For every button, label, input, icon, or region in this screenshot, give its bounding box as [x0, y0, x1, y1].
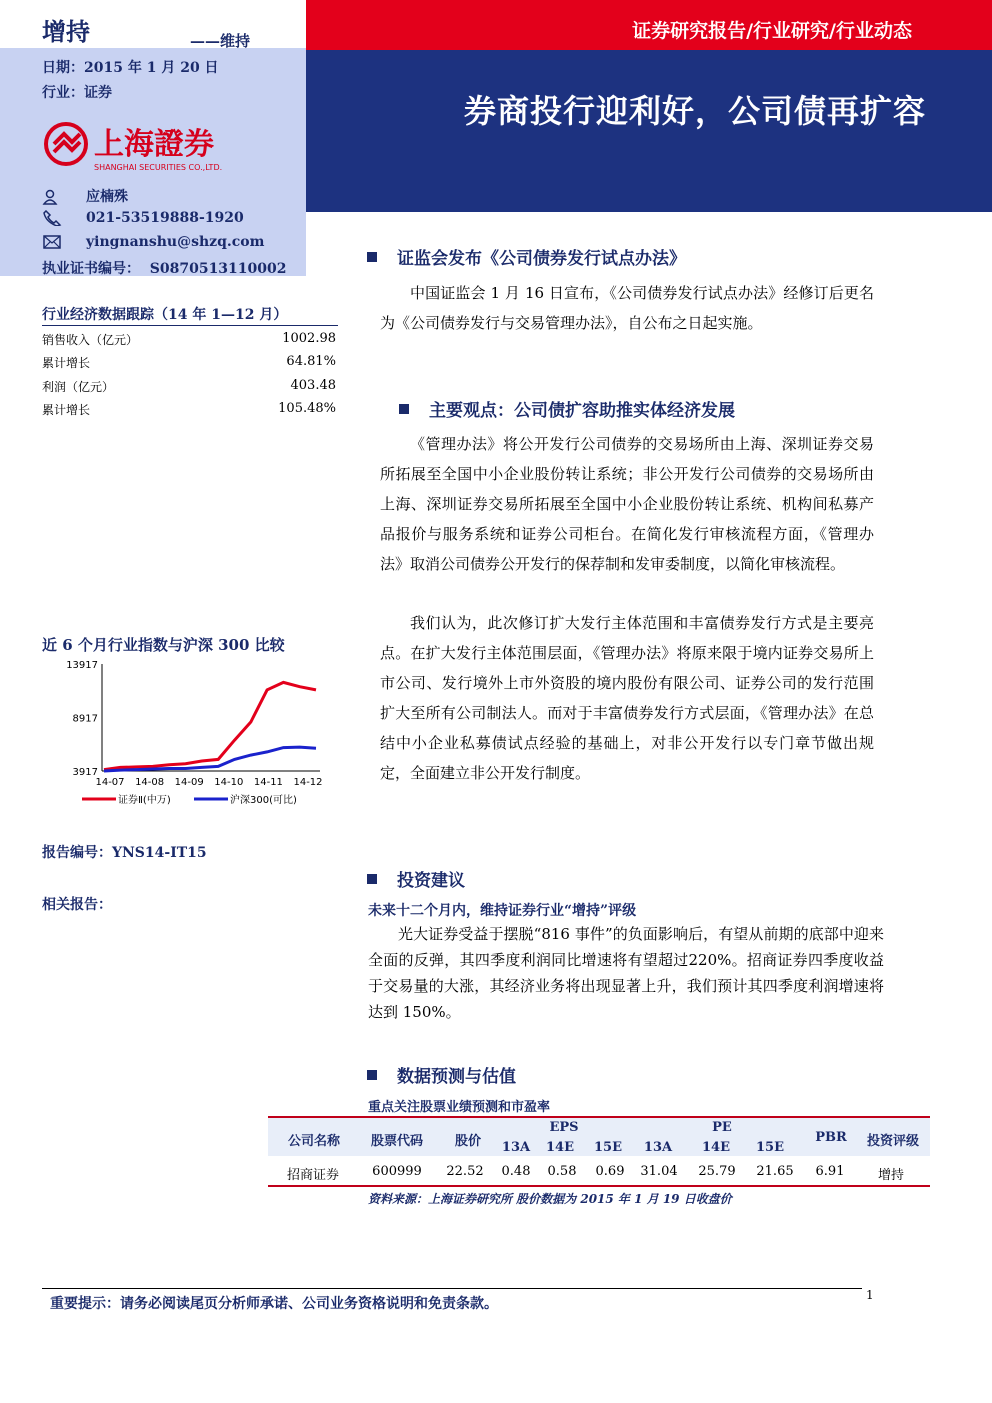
analyst-phone-row	[42, 210, 244, 226]
stats-title: 行业经济数据跟踪（14 年 1—12 月）	[42, 307, 288, 323]
y-tick-label: 3917	[72, 767, 98, 778]
bullet-square-icon	[399, 404, 409, 414]
stats-label: 累计增长	[42, 356, 91, 370]
report-date: 日期：2015 年 1 月 20 日	[42, 60, 219, 76]
paragraph-csrc: 中国证监会 1 月 16 日宣布，《公司债券发行试点办法》经修订后更名为《公司债券发行与交易管理办法》，自公布之日起实施。	[380, 284, 874, 332]
analyst-email-row	[42, 234, 264, 250]
x-tick-label: 14-12	[293, 777, 323, 788]
bullet-square-icon	[367, 1070, 377, 1080]
envelope-icon	[42, 234, 64, 250]
report-headline: 券商投行迎利好，公司债再扩容	[463, 92, 926, 130]
stats-value: 64.81%	[286, 354, 336, 369]
td-price: 22.52	[446, 1164, 484, 1179]
table-source: 资料来源：上海证券研究所 股价数据为 2015 年 1 月 19 日收盘价	[368, 1192, 732, 1206]
certificate-row	[42, 258, 287, 278]
stats-row	[42, 375, 338, 397]
series-line-0	[104, 682, 316, 769]
th-year: 13A	[501, 1140, 531, 1155]
th-rating: 投资评级	[866, 1134, 919, 1149]
th-eps: EPS	[549, 1120, 579, 1135]
shanghai-securities-logo	[42, 118, 282, 174]
th-pe: PE	[712, 1120, 732, 1135]
stats-divider	[42, 325, 338, 326]
stats-row	[42, 351, 338, 373]
certificate-number: S0870513110002	[149, 261, 287, 277]
th-pbr: PBR	[815, 1130, 847, 1145]
analyst-email[interactable]: yingnanshu@shzq.com	[86, 234, 265, 250]
table-title: 重点关注股票业绩预测和市盈率	[368, 1100, 551, 1115]
certificate-label: 执业证书编号：	[42, 261, 140, 277]
report-category: 证券研究报告/行业研究/行业动态	[632, 20, 912, 42]
td-company: 招商证券	[286, 1168, 339, 1183]
analyst-phone: 021-53519888-1920	[86, 210, 244, 226]
stats-value: 403.48	[290, 378, 336, 393]
stats-value: 1002.98	[282, 331, 336, 346]
paragraph-main-view-1: 《管理办法》将公开发行公司债券的交易场所由上海、深圳证券交易所拓展至全国中小企业股份转让系统；非公开发行公司债券的交易场所由上海、深圳证券交易所拓展至全国中小企业股份转让系统、机构间私募产品报价与服务系统和证券公司柜台。在简化发行审核流程方面，《管理办法》取消公司债券公开发行的保荐制和发审委制度，以简化审核流程。	[380, 435, 874, 573]
analyst-name-row	[42, 186, 128, 206]
x-tick-label: 14-10	[214, 777, 244, 788]
td-eps-13a: 0.48	[501, 1164, 531, 1179]
y-tick-label: 8917	[72, 713, 98, 725]
th-year: 14E	[546, 1140, 574, 1155]
th-year: 15E	[594, 1140, 622, 1155]
y-tick-label: 13917	[66, 660, 98, 671]
td-pe-14e: 25.79	[698, 1164, 736, 1179]
x-tick-label: 14-09	[174, 777, 204, 788]
stats-row	[42, 328, 338, 350]
th-year: 14E	[702, 1140, 730, 1155]
section-title-main-view: 主要观点：公司债扩容助推实体经济发展	[399, 396, 735, 421]
investment-subtitle: 未来十二个月内，维持证券行业“增持”评级	[368, 903, 637, 919]
person-icon	[42, 189, 64, 205]
logo-text-cn: 上海證券	[94, 127, 214, 162]
paragraph-investment: 光大证券受益于摆脱“816 事件”的负面影响后，有望从前期的底部中迎来全面的反弹，其四季度利润同比增速将有望超过220%。招商证券四季度收益于交易量的大涨，其经济业务将出现显著上升，我们预计其四季度利润增速将达到 150%。	[368, 925, 884, 1021]
x-tick-label: 14-11	[253, 777, 283, 788]
th-company: 公司名称	[287, 1134, 340, 1149]
page-number: 1	[866, 1288, 874, 1302]
stats-value: 105.48%	[278, 401, 336, 416]
th-year: 15E	[756, 1140, 784, 1155]
td-eps-15e: 0.69	[595, 1164, 625, 1179]
td-pe-15e: 21.65	[756, 1164, 794, 1179]
phone-icon	[42, 210, 64, 226]
legend-label: 沪深300(可比)	[230, 795, 297, 806]
section-title-forecast: 数据预测与估值	[367, 1062, 516, 1087]
bullet-square-icon	[367, 874, 377, 884]
x-tick-label: 14-08	[135, 777, 165, 788]
table-bottom-rule	[268, 1185, 930, 1187]
th-code: 股票代码	[370, 1134, 423, 1149]
td-pbr: 6.91	[815, 1164, 845, 1179]
related-reports: 相关报告：	[42, 897, 112, 913]
stats-label: 利润（亿元）	[42, 380, 115, 394]
td-code: 600999	[372, 1164, 422, 1179]
td-rating: 增持	[877, 1168, 904, 1183]
report-number: 报告编号：YNS14-IT15	[42, 845, 207, 861]
index-comparison-chart	[42, 654, 332, 809]
paragraph-main-view-2: 我们认为，此次修订扩大发行主体范围和丰富债券发行方式是主要亮点。在扩大发行主体范围层面，《管理办法》将原来限于境内证券交易所上市公司、发行境外上市外资股的境内股份有限公司、证券公司的发行范围扩大至所有公司制法人。而对于丰富债券发行方式层面，《管理办法》在总结中小企业私募债试点经验的基础上，对非公开发行以专门章节做出规定，全面建立非公开发行制度。	[380, 614, 874, 782]
industry: 行业：证券	[42, 85, 112, 101]
section-title-investment: 投资建议	[367, 866, 465, 891]
chart-title: 近 6 个月行业指数与沪深 300 比较	[42, 636, 285, 654]
rating-previous: ——维持	[190, 32, 251, 50]
logo-text-en: SHANGHAI SECURITIES CO.,LTD.	[94, 163, 223, 172]
legend-label: 证券Ⅱ(中万)	[118, 795, 171, 806]
th-price: 股价	[454, 1134, 481, 1149]
td-eps-14e: 0.58	[547, 1164, 577, 1179]
td-pe-13a: 31.04	[640, 1164, 678, 1179]
footer-rule	[42, 1288, 862, 1289]
analyst-name: 应楠殊	[86, 189, 128, 205]
stats-label: 销售收入（亿元）	[42, 333, 139, 347]
bullet-square-icon	[367, 252, 377, 262]
th-year: 13A	[643, 1140, 673, 1155]
x-tick-label: 14-07	[95, 777, 125, 788]
rating: 增持	[42, 18, 90, 46]
stats-label: 累计增长	[42, 403, 91, 417]
stats-row	[42, 398, 338, 420]
section-title-csrc: 证监会发布《公司债券发行试点办法》	[367, 244, 686, 269]
footer-disclaimer: 重要提示：请务必阅读尾页分析师承诺、公司业务资格说明和免责条款。	[50, 1296, 498, 1312]
